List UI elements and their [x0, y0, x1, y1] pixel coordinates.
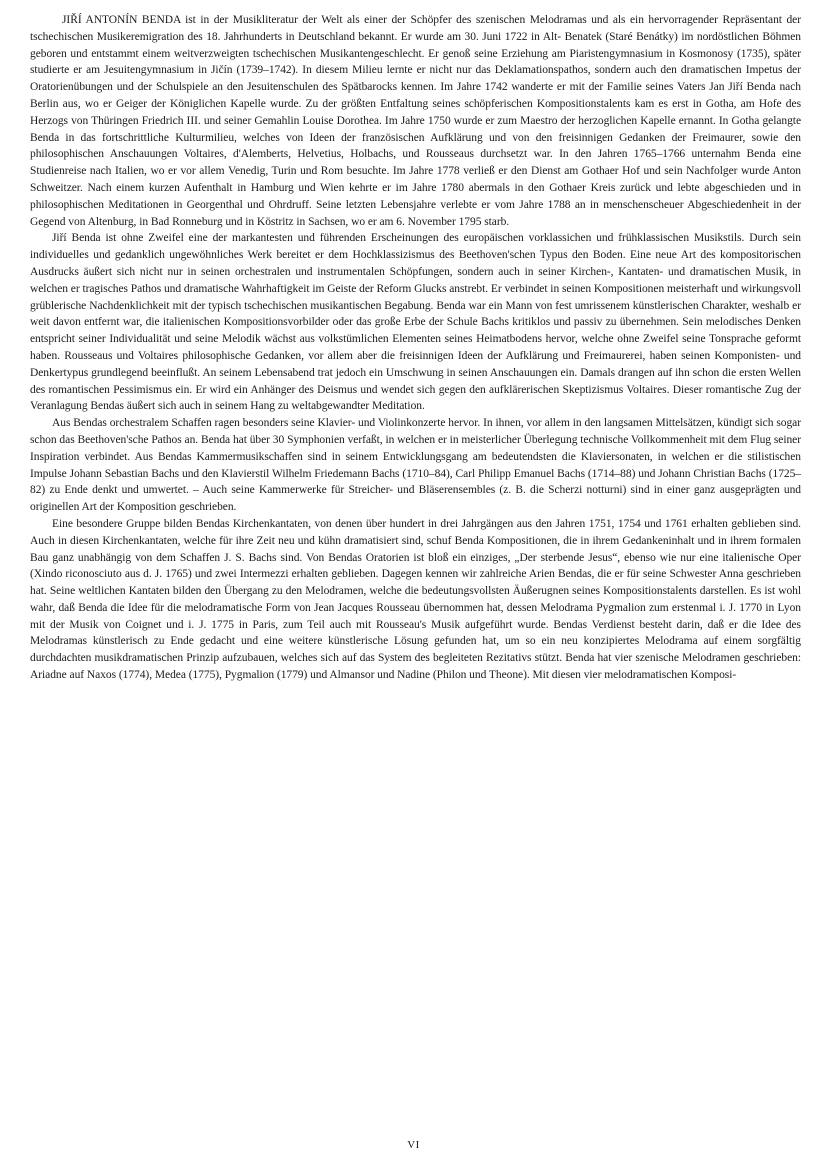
paragraph-biography: JIŘÍ ANTONÍN BENDA ist in der Musikliteratur der Welt als einer der Schöpfer des szenischen Melodramas und als ein hervorragender Repräsentant der tschechischen Musikeremigration des 18. Jahrhunderts in Deutschland bekannt. Er wurde am 30. Juni 1722 in Alt- Benatek (Staré Benátky) im nordöstlichen Böhmen geboren und entstammt einem weitverzweigten tschechischen Musikantengeschlecht. Er genoß seine Erziehung am Piaristengymnasium in Kosmonosy (1735), später studierte er am Jesuitengymnasium in Jičín (1739–1742). In diesem Milieu lernte er nicht nur das Deklamationspathos, sondern auch den dramatischen Impetus der Oratorienübungen und der Schulspiele an den Jesuitenschulen des Spätbarocks kennen. Im Jahre 1742 wanderte er mit der Familie seines Vaters Jan Jiří Benda nach Berlin aus, wo er Geiger der Königlichen Kapelle wurde. Zu der größten Entfaltung seines schöpferischen Kompositionstalents kam es erst in Gotha, am Hofe des Herzogs von Thüringen Friedrich III. und seiner Gemahlin Louise Dorothea. Im Jahre 1750 wurde er zum Maestro der herzoglichen Kapelle ernannt. In Gotha gelangte Benda in das fortschrittliche Kulturmilieu, welches von Ideen der französischen Aufklärung und von den freisinnigen Gedanken der Freimaurer, sowie den philosophischen Anschauungen Voltaires, d'Alemberts, Helvetius, Holbachs, und Rousseaus durchsetzt war. In den Jahren 1765–1766 unternahm Benda eine Studienreise nach Italien, wo er vor allem Venedig, Turin und Rom besuchte. Im Jahre 1778 verließ er den Dienst am Gothaer Hof und sein Nachfolger wurde Anton Schweitzer. Nach einem kurzen Aufenthalt in Hamburg und Wien kehrte er im Jahre 1780 abermals in den Gothaer Kreis zurück und lebte abgeschieden und in philosophischen Meditationen in Georgenthal und Ohrdruff. Seine letzten Lebensjahre verlebte er vom Jahre 1788 an in menschenscheuer Abgeschiedenheit in der Gegend von Altenburg, in Bad Ronneburg und in Köstritz in Sachsen, wo er am 6. November 1795 starb. [30, 14, 801, 228]
paragraph-cantatas-melodramas: Eine besondere Gruppe bilden Bendas Kirchenkantaten, von denen über hundert in drei Jahrgängen aus den Jahren 1751, 1754 und 1761 erhalten geblieben sind. Auch in diesen Kirchenkantaten, welche für ihre Zeit neu und kühn dramatisiert sind, schuf Benda Kompositionen, die in ihrem Gedankeninhalt und in ihrem formalen Bau ganz unabhängig von dem Schaffen J. S. Bachs sind. Von Bendas Oratorien ist bloß ein einziges, „Der sterbende Jesus“, ebenso wie nur eine italienische Oper (Xindo riconosciuto aus d. J. 1765) und zwei Intermezzi erhalten geblieben. Dagegen kennen wir zahlreiche Arien Bendas, die er für seine Schwester Anna geschrieben hat. Seine weltlichen Kantaten bilden den Übergang zu den Melodramen, welche die bedeutungsvollsten Äußerugnen seines Kompositionstalents darstellen. Es ist wohl wahr, daß Benda die Idee für die melodramatische Form von Jean Jacques Rousseau übernommen hat, dessen Melodrama Pygmalion zum erstenmal i. J. 1770 in Lyon mit der Musik von Coignet und i. J. 1775 in Paris, zum Teil auch mit Rousseau's Musik aufgeführt wurde. Bendas Verdienst besteht darin, daß er die Idee des Melodramas künstlerisch zu Ende gedacht und eine weitere künstlerische Lösung gefunden hat, um so ein neu konzipiertes Melodrama auf einem sorgfältig durchdachten musikdramatischen Prinzip aufzubauen, welches sich auf das System des begleiteten Rezitativs stützt. Benda hat vier szenische Melodramen geschrieben: Ariadne auf Naxos (1774), Medea (1775), Pygmalion (1779) und Almansor und Nadine (Philon und Theone). Mit diesen vier melodramatischen Komposi- [30, 517, 801, 682]
page-number: VI [407, 1139, 420, 1151]
paragraph-orchestral-works: Aus Bendas orchestralem Schaffen ragen besonders seine Klavier- und Violinkonzerte hervor. In ihnen, vor allem in den langsamen Mittelsätzen, kündigt sich sogar schon das Beethoven'sche Pathos an. Benda hat über 30 Symphonien verfaßt, in welchen er in meisterlicher Überlegung technische Vollkommenheit mit dem Flug seiner Inspiration verbindet. Aus Bendas Kammermusikschaffen sind in seinem Entwicklungsgang am bedeutendsten die Klaviersonaten, in welchen er die stilistischen Impulse Johann Sebastian Bachs und den Klavierstil Wilhelm Friedemann Bachs (1710–84), Carl Philipp Emanuel Bachs (1714–88) und Johann Christian Bachs (1725–82) zu Ende denkt und umwertet. – Auch seine Kammerwerke für Streicher- und Bläserensembles (z. B. die Scherzi notturni) sind in einer ganz ausgeprägten und originellen Art der Komposition geschrieben. [30, 417, 801, 514]
body-text [30, 12, 801, 684]
paragraph-style: Jiří Benda ist ohne Zweifel eine der markantesten und führenden Erscheinungen des europäischen vorklassichen und frühklassischen Musikstils. Durch sein individuelles und gedanklich ungewöhnliches Werk bereitet er dem Hochklassizismus des Beethoven'schen Typus den Boden. Eine neue Art des kompositorischen Ausdrucks äußert sich nicht nur in seinen orchestralen und instrumentalen Schöpfungen, sondern auch in seiner Kirchen-, Kantaten- und dramatischen Musik, in welchen er tragisches Pathos und dramatische Wahrhaftigkeit im Geiste der Reform Glucks anstrebt. Er verbindet in seinen Kompositionen meisterhaft und wirkungsvoll grüblerische Nachdenklichkeit mit der typisch tschechischen musikantischen Begabung. Benda war ein Mann von fest umrissenem künstlerischen Charakter, weshalb er weit davon entfernt war, die italienischen Kompositionsvorbilder oder das große Erbe der Schule Bachs kritiklos und passiv zu übernehmen. Sein melodisches Denken entspricht seiner Individualität und seine Melodik wächst aus volkstümlichen Elementen seines Heimatbodens hervor, welche ohne Zweifel seine Tonsprache geformt haben. Rousseaus und Voltaires philosophische Gedanken, vor allem aber die freisinnigen Ideen der Aufklärung und Freimaurerei, haben seinen Komponisten- und Denkertypus grundlegend beeinflußt. An seinem Lebensabend trat jedoch ein Umschwung in seinen Anschauungen ein. Damals drangen auf ihn schon die ersten Wellen des romantischen Pessimismus ein. Er wird ein Anhänger des Deismus und wendet sich gegen den aufklärerischen Skeptizismus Voltaires. Dieser romantische Zug der Veranlagung Bendas äußert sich auch in seinem Hang zu weltabgewandter Meditation. [30, 232, 801, 413]
